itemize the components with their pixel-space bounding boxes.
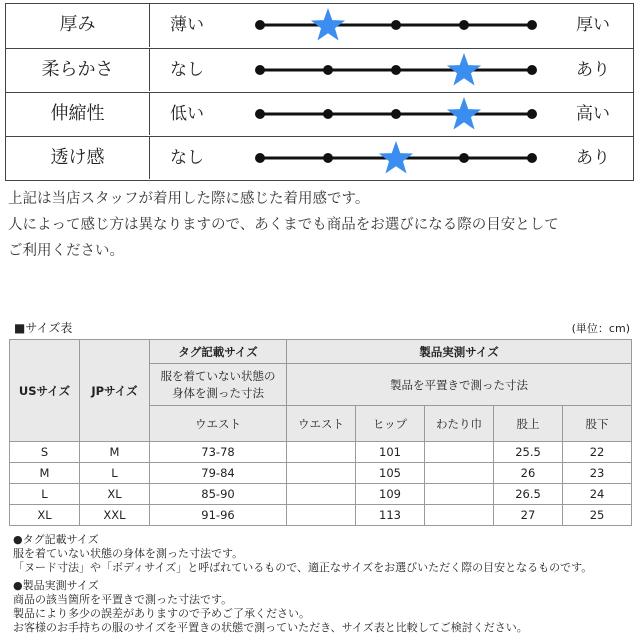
size-table — [9, 339, 632, 526]
rating-low-label: 薄い — [170, 15, 204, 35]
scale-dot — [255, 153, 265, 163]
table-row — [10, 484, 632, 505]
cell-hip: 105 — [356, 463, 425, 484]
cell-us: XL — [10, 505, 80, 526]
scale-dot — [527, 20, 537, 30]
footnote-line: ●タグ記載サイズ — [13, 533, 99, 546]
cell-inseam: 22 — [563, 442, 632, 463]
cell-hip: 101 — [356, 442, 425, 463]
tag-size-description: 服を着ていない状態の 身体を測った寸法 — [150, 364, 287, 406]
cell-waist — [287, 484, 356, 505]
rating-row-thickness — [6, 4, 633, 47]
cell-tag-waist: 91-96 — [150, 505, 287, 526]
scale-dot — [459, 20, 469, 30]
cell-rise: 27 — [494, 505, 563, 526]
cell-tag-waist: 73-78 — [150, 442, 287, 463]
scale-dot — [391, 65, 401, 75]
cell-jp: L — [80, 463, 150, 484]
rating-scale — [250, 93, 540, 135]
header-us-size: USサイズ — [10, 340, 80, 442]
footnote-line: 服を着ていない状態の身体を測った寸法です。 — [13, 547, 244, 560]
rating-low-label: なし — [170, 60, 204, 80]
header-actual-size: 製品実測サイズ — [287, 340, 632, 364]
scale-dot — [527, 153, 537, 163]
rating-star-icon — [447, 97, 481, 130]
footnote-line: 「ヌード寸法」や「ボディサイズ」と呼ばれているもので、適正なサイズをお選びいただく際の目安となるものです。 — [13, 561, 593, 574]
rating-star-icon — [311, 8, 345, 41]
size-table-unit: (単位：cm) — [571, 322, 630, 335]
header-hip: ヒップ — [356, 406, 425, 442]
rating-row-softness — [6, 48, 633, 91]
scale-dot — [391, 20, 401, 30]
cell-waist — [287, 505, 356, 526]
rating-high-label: 高い — [576, 104, 610, 124]
scale-dot — [255, 109, 265, 119]
cell-jp: XXL — [80, 505, 150, 526]
header-tag-waist: ウエスト — [150, 406, 287, 442]
header-jp-size: JPサイズ — [80, 340, 150, 442]
cell-us: S — [10, 442, 80, 463]
note-line: 人によって感じ方は異なりますので、あくまでも商品をお選びになる際の目安として — [8, 217, 559, 233]
rating-label: 柔らかさ — [6, 49, 150, 91]
rating-star-icon — [379, 141, 413, 174]
scale-dot — [391, 109, 401, 119]
rating-scale — [250, 49, 540, 91]
header-tag-size: タグ記載サイズ — [150, 340, 287, 364]
actual-size-description: 製品を平置きで測った寸法 — [287, 364, 632, 406]
cell-jp: M — [80, 442, 150, 463]
rating-label: 厚み — [6, 4, 150, 47]
rating-star-icon — [447, 53, 481, 86]
header-rise: 股上 — [494, 406, 563, 442]
scale-dot — [527, 109, 537, 119]
rating-scale — [250, 137, 540, 179]
table-row — [10, 442, 632, 463]
rating-row-stretch — [6, 92, 633, 135]
rating-row-sheerness — [6, 136, 633, 179]
scale-dot — [323, 153, 333, 163]
cell-thigh — [425, 442, 494, 463]
footnote-line: お客様のお手持ちの服のサイズを平置きの状態で測っていただき、サイズ表と比較してご検討ください。 — [13, 621, 528, 634]
rating-high-label: あり — [576, 60, 610, 80]
footnote-line: ●製品実測サイズ — [13, 579, 99, 592]
rating-label: 透け感 — [6, 137, 150, 179]
cell-inseam: 24 — [563, 484, 632, 505]
cell-thigh — [425, 463, 494, 484]
cell-waist — [287, 463, 356, 484]
rating-low-label: なし — [170, 148, 204, 168]
scale-dot — [323, 65, 333, 75]
cell-inseam: 25 — [563, 505, 632, 526]
scale-dot — [255, 65, 265, 75]
note-line: 上記は当店スタッフが着用した際に感じた着用感です。 — [8, 191, 370, 207]
rating-low-label: 低い — [170, 104, 204, 124]
rating-scale — [250, 4, 540, 46]
header-inseam: 股下 — [563, 406, 632, 442]
size-table-caption: ■サイズ表 — [14, 321, 73, 335]
cell-tag-waist: 79-84 — [150, 463, 287, 484]
cell-hip: 109 — [356, 484, 425, 505]
cell-rise: 25.5 — [494, 442, 563, 463]
header-waist: ウエスト — [287, 406, 356, 442]
cell-us: M — [10, 463, 80, 484]
rating-label: 伸縮性 — [6, 93, 150, 135]
cell-rise: 26.5 — [494, 484, 563, 505]
table-row — [10, 463, 632, 484]
cell-thigh — [425, 505, 494, 526]
cell-us: L — [10, 484, 80, 505]
cell-waist — [287, 442, 356, 463]
rating-high-label: あり — [576, 148, 610, 168]
scale-dot — [459, 153, 469, 163]
note-line: ご利用ください。 — [8, 243, 124, 259]
cell-tag-waist: 85-90 — [150, 484, 287, 505]
rating-high-label: 厚い — [576, 15, 610, 35]
header-thigh: わたり巾 — [425, 406, 494, 442]
footnote-line: 商品の該当箇所を平置きで測った寸法です。 — [13, 593, 233, 606]
cell-inseam: 23 — [563, 463, 632, 484]
scale-dot — [527, 65, 537, 75]
cell-thigh — [425, 484, 494, 505]
scale-dot — [255, 20, 265, 30]
scale-dot — [323, 109, 333, 119]
cell-rise: 26 — [494, 463, 563, 484]
feel-rating-table — [5, 3, 634, 181]
footnote-line: 製品により多少の誤差がありますので予めご了承ください。 — [13, 607, 310, 620]
cell-hip: 113 — [356, 505, 425, 526]
cell-jp: XL — [80, 484, 150, 505]
table-row — [10, 505, 632, 526]
